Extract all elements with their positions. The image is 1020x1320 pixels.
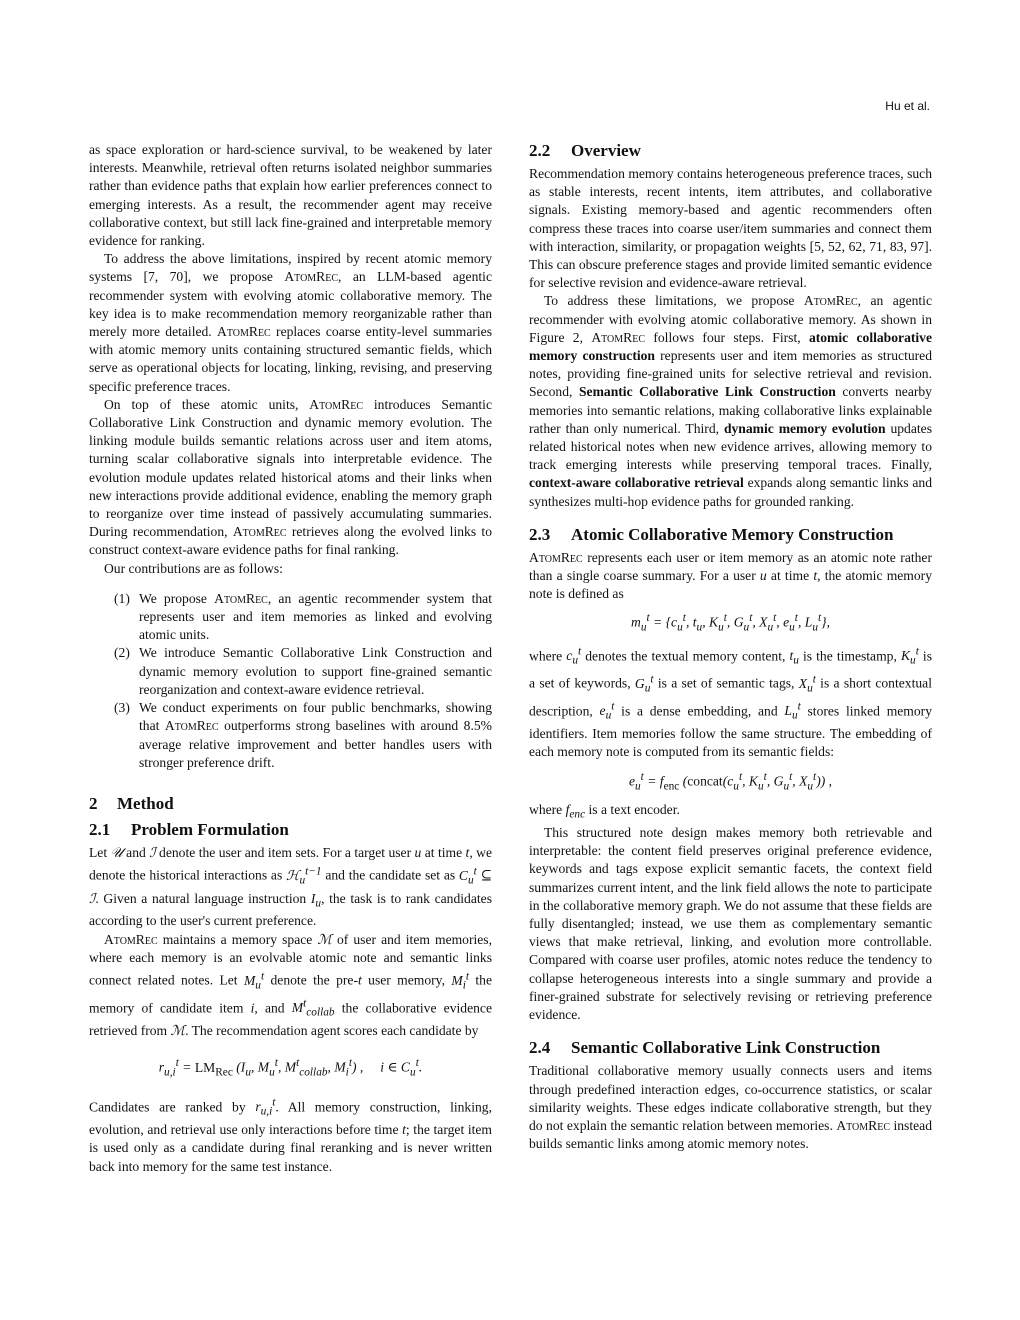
running-header: Hu et al. [885, 99, 930, 113]
contributions-list [89, 590, 492, 772]
paragraph-atomic-note: AtomRec represents each user or item memory as an atomic note rather than a single coarse summary. For a user u at time t, the atomic memory note is defined as [529, 549, 933, 602]
list-item: (3) We conduct experiments on four public benchmarks, showing that AtomRec outperforms strong baselines with around 8.5% average relative improvement and better handles users with stronger preference drift. [114, 700, 492, 770]
paragraph-note-fields: where $c_u^t$ denotes the textual memory content, $t_u$ is the timestamp, $K_u^t$ is a set of keywords, $G_u^t$ is a set of semantic tags, $X_u^t$ is a short contextual description, $e_u^t$ is a dense embedding, and $L_u^t$ stores linked memory identifiers. Item memories follow the same structure. The embedding of each memory note is computed from its semantic fields: [529, 645, 932, 760]
right-column [529, 141, 932, 1153]
paragraph-contributions-lead: Our contributions are as follows: [103, 560, 283, 576]
subsection-heading-atomic-memory: 2.3 Atomic Collaborative Memory Construction [529, 524, 894, 544]
equation-scoring: $r_{u,i}^t = LM_{Rec}$ ($I_u$, $M_u^t$, $M^t_{collab}$, $M_i^t$) , i ∈ $C_u^t$. [158, 1057, 423, 1079]
subsection-heading-problem-formulation: 2.1 Problem Formulation [89, 819, 289, 839]
paragraph-proposal: To address the above limitations, inspired by recent atomic memory systems [7, 70], we propose AtomRec, an LLM-based agentic recommender system with evolving atomic collaborative memory. The key idea is to make recommendation memory reorganizable rather than merely more detailed. AtomRec replaces coarse entity-level summaries with atomic memory units containing structured semantic fields, which serve as operational objects for locating, linking, revising, and preserving specific preference traces. [89, 251, 492, 394]
paragraph-structured-note-design: This structured note design makes memory both retrievable and interpretable: the content field preserves original preference evidence, keywords and tags expose explicit semantic facets, the context field summarizes current intent, and the link field allows the note to participate in the collaborative memory graph. We do not assume that these fields are fully disentangled; instead, we use them as complementary semantic views that make retrieval, linking, and evolution more controllable. Compared with coarse user profiles, atomic notes reduce the tendency to collapse heterogeneous interests into a single summary and provide a finer-grained substrate for selectively revising or retrieving preference evidence. [529, 825, 932, 1023]
paragraph-ranking: Candidates are ranked by $r_{u,i}^t$. All memory construction, linking, evolution, and retrieval use only interactions before time t; the target item is used only as a candidate during final reranking and is never written back into memory for the same test instance. [89, 1096, 492, 1174]
equation-atomic-note: $m_u^t = \{c_u^t$, $t_u$, $K_u^t$, $G_u^t$, $X_u^t$, $e_u^t$, $L_u^t$}, [631, 612, 830, 634]
paragraph-encoder: where $f_{enc}$ is a text encoder. [529, 802, 680, 821]
subsection-heading-semantic-links: 2.4 Semantic Collaborative Link Construction [529, 1038, 881, 1058]
paragraph-semantic-links: Traditional collaborative memory usually connects users and items through predefined interaction edges, co-occurrence statistics, or scalar similarity weights. These edges indicate collaborative strength, but they do not explain the semantic relation between memories. AtomRec instead builds semantic links among atomic memory notes. [529, 1063, 932, 1152]
paragraph-overview: Recommendation memory contains heterogeneous preference traces, such as stable interests, recent intents, item attributes, and collaborative signals. Existing memory-based and agentic recommenders often compress these traces into coarse user/item summaries and connect them with interaction, similarity, or propagation weights [5, 52, 62, 71, 83, 97]. This can obscure preference stages and provide limited semantic evidence for selective revision and evidence-aware retrieval. [529, 166, 932, 291]
paragraph-intro-continued: as space exploration or hard-science survival, to be weakened by later interests. Meanwhile, retrieval often returns isolated neighbor summaries rather than evidence paths that explain how earlier preferences connect to emerging interests. As a result, the recommender agent may receive collaborative context, but still lack fine-grained and interpretable memory evidence for ranking. [89, 142, 492, 249]
equation-embedding: $e_u^t = f_{enc}$ ($concat(c_u^t$, $K_u^t$, $G_u^t$, $X_u^t$)) , [628, 770, 833, 792]
paragraph-memory-space: AtomRec maintains a memory space ℳ of user and item memories, where each memory is an evolvable atomic note and semantic links connect related notes. Let $M_u^t$ denote the pre-t user memory, $M_i^t$ the memory of candidate item i, and $M^t_{collab}$ the collaborative evidence retrieved from ℳ. The recommendation agent scores each candidate by [89, 931, 493, 1038]
list-item: (2) We introduce Semantic Collaborative Link Construction and dynamic memory evolution to support fine-grained semantic reorganization and context-aware evidence retrieval. [114, 645, 492, 697]
list-item: (1) We propose AtomRec, an agentic recommender system that represents user and item memories as linked and evolving atomic units. [114, 590, 492, 643]
subsection-heading-overview: 2.2 Overview [529, 141, 641, 160]
paragraph-problem-setup: Let 𝒰 and ℐ denote the user and item sets. For a target user u at time t, we denote the historical interactions as ℋ$_u^{t-1}$ and the candidate set as $C_u^t$ ⊆ ℐ. Given a natural language instruction $I_u$, the task is to rank candidates according to the user's current preference. [89, 844, 492, 929]
paragraph-linking-evolution: On top of these atomic units, AtomRec introduces Semantic Collaborative Link Construction and dynamic memory evolution. The linking module builds semantic relations across user and item atoms, turning scalar collaborative signals into interpretable evidence. The evolution module updates related historical atoms and their links when new interactions provide additional evidence, enabling the memory graph to reorganize over time instead of passively accumulating summaries. During recommendation, AtomRec retrieves along the evolved links to construct context-aware evidence paths for final ranking. [89, 396, 492, 558]
left-column [89, 141, 492, 1176]
section-heading-method: 2 Method [89, 793, 174, 813]
paragraph-overview-steps: To address these limitations, we propose AtomRec, an agentic recommender with evolving atomic collaborative memory. As shown in Figure 2, AtomRec follows four steps. First, atomic collaborative memory construction represents user and item memories as structured notes, providing fine-grained units for selective retrieval and revision. Second, Semantic Collaborative Link Construction converts nearby memories into semantic relations, making collaborative links explainable rather than only numerical. Third, dynamic memory evolution updates related historical notes when new evidence arrives, allowing memory to track emerging interests while preserving temporal traces. Finally, context-aware collaborative retrieval expands along semantic links and synthesizes multi-hop evidence paths for grounded ranking. [529, 293, 933, 509]
